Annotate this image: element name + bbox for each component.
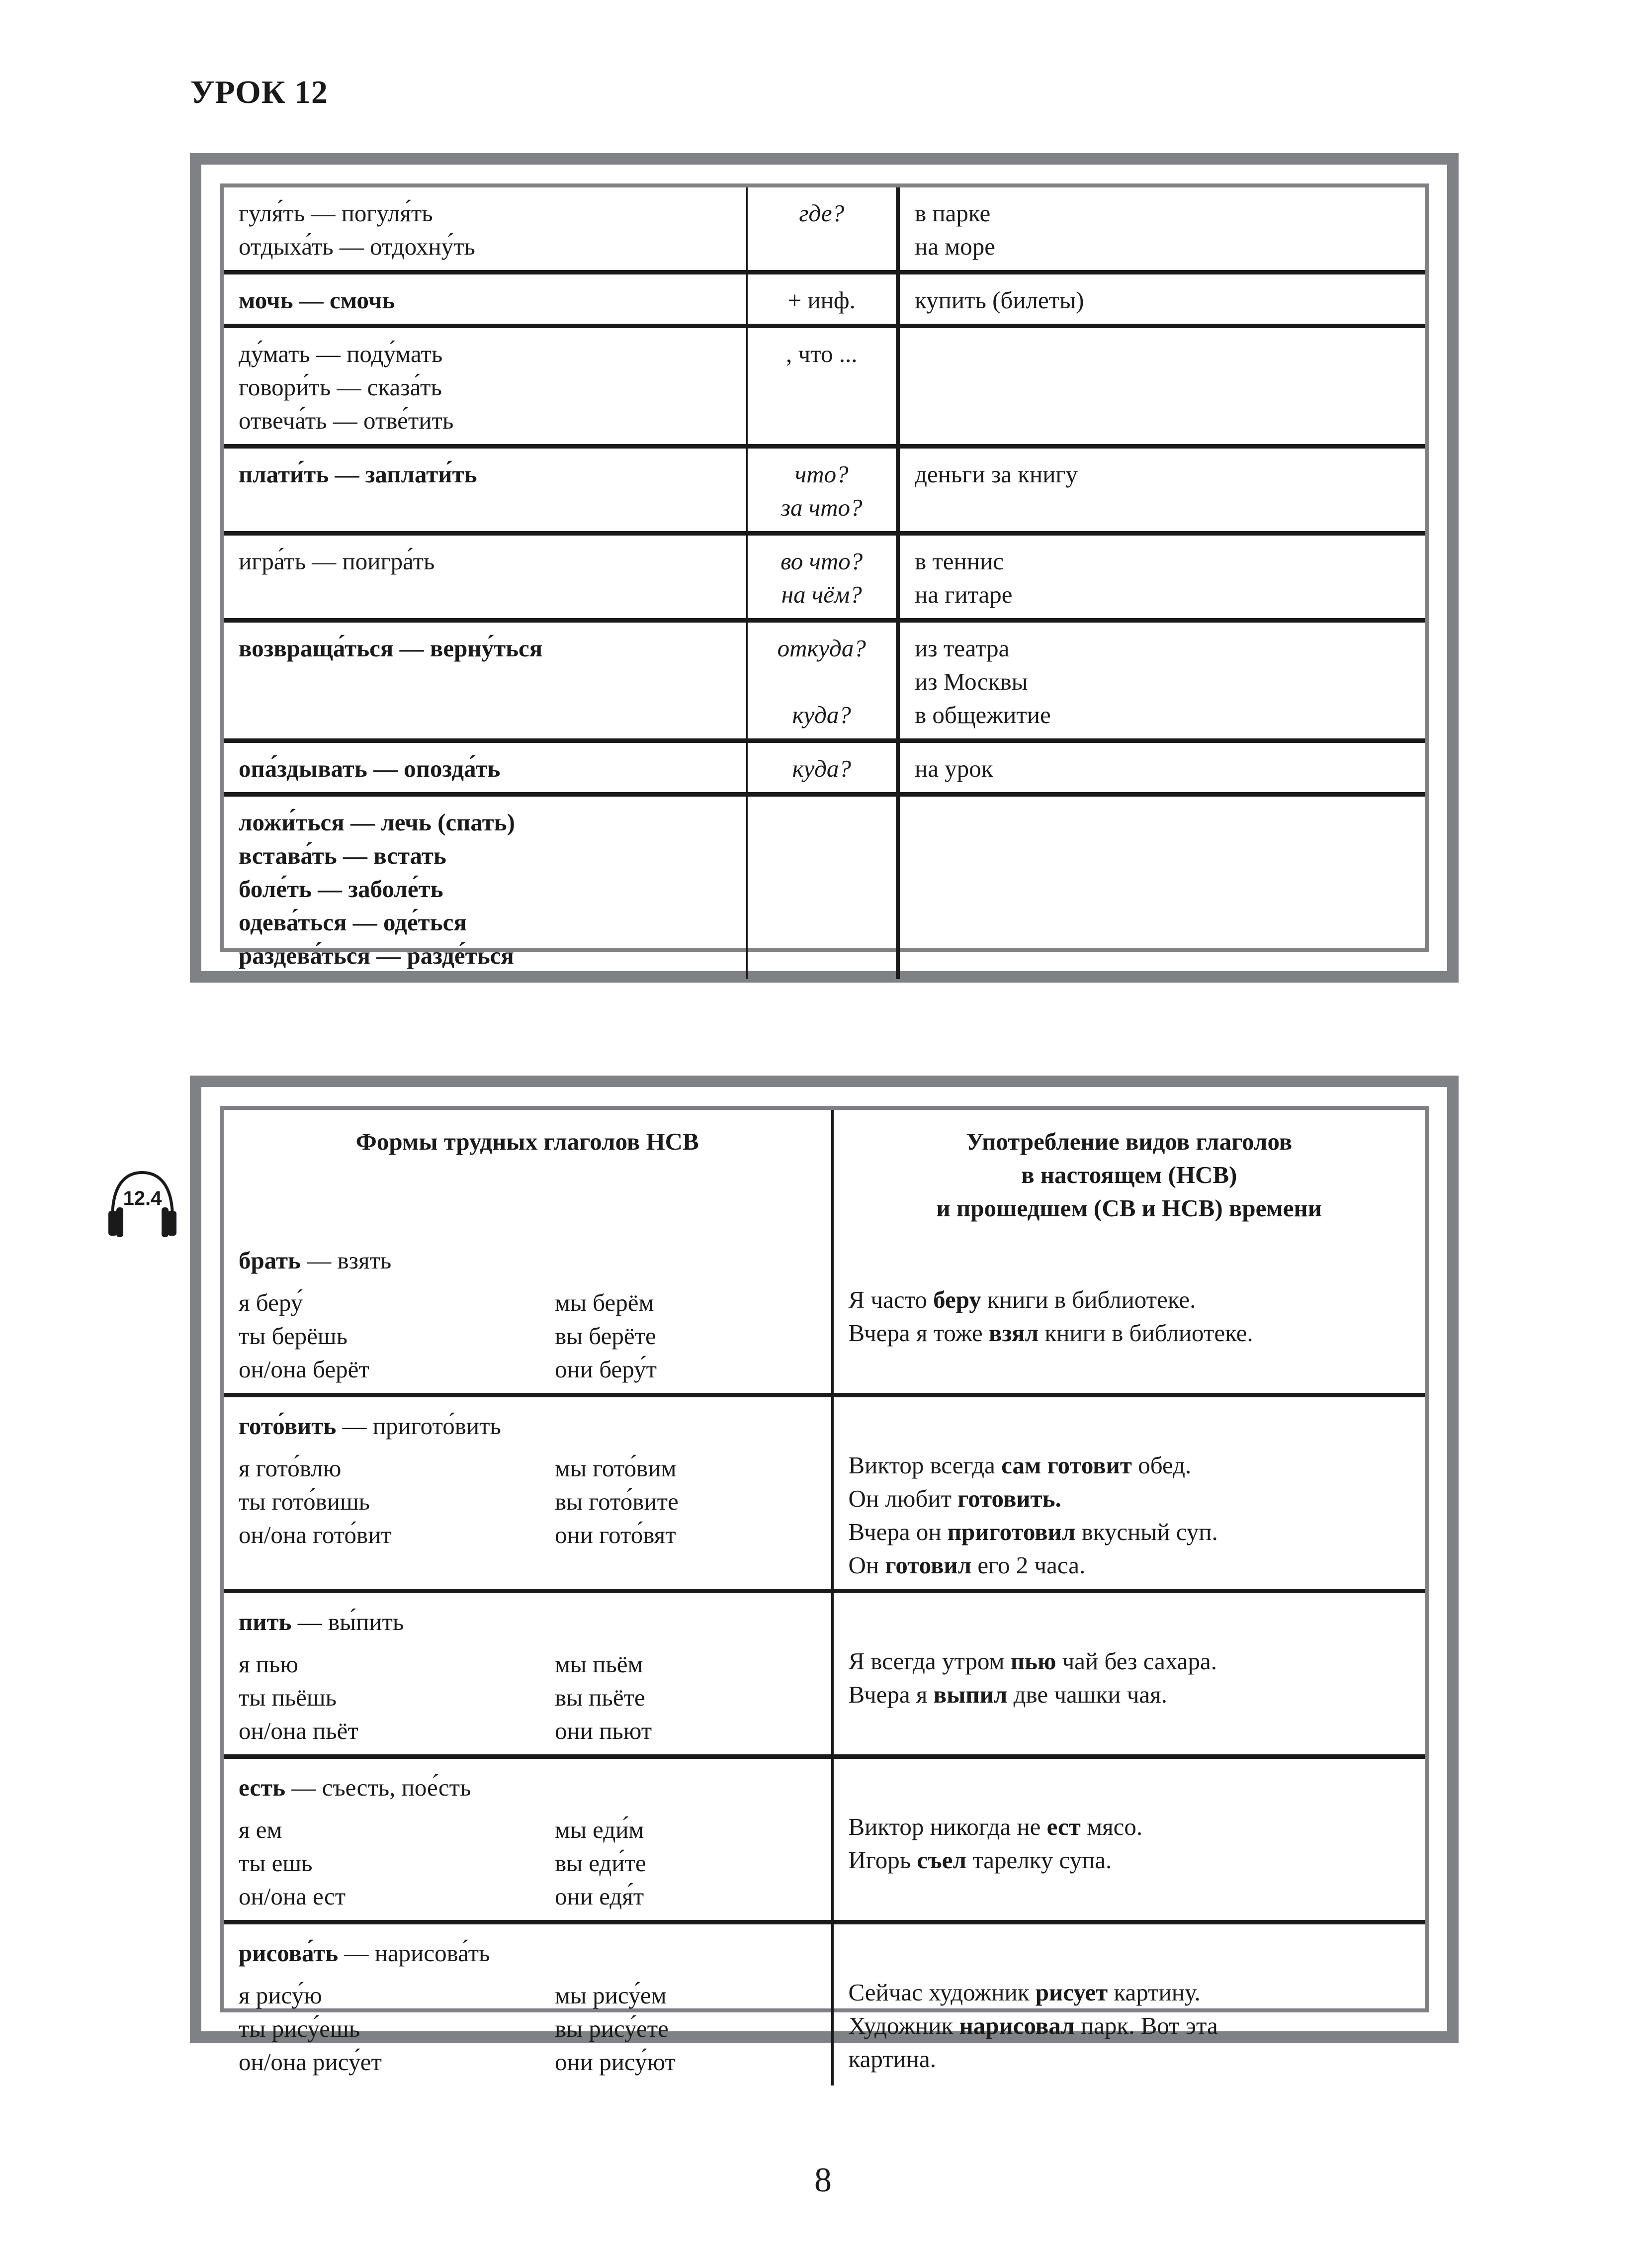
conjugation-form: вы еди́те xyxy=(555,1849,646,1877)
question-cell xyxy=(747,534,898,621)
conjugation-form: он/она рису́ет xyxy=(239,2048,382,2076)
sentence-text: Игорь xyxy=(848,1846,917,1874)
sentence-text: Я часто xyxy=(848,1286,934,1313)
sentence-text: парк. Вот эта xyxy=(1074,2012,1218,2039)
verb-government-table-frame xyxy=(190,153,1459,983)
example-sentence xyxy=(849,1482,1410,1515)
sentence-text: Вчера я тоже xyxy=(848,1319,989,1347)
conjugation-grid xyxy=(239,1813,816,1913)
example-cell xyxy=(898,187,1425,272)
highlighted-verb: беру xyxy=(933,1286,981,1313)
question-word: куда? xyxy=(792,701,851,728)
table-row xyxy=(224,1591,1425,1757)
conjugation-form: мы рису́ем xyxy=(555,1982,667,2009)
conjugation-form: они беру́т xyxy=(555,1356,657,1383)
audio-track-number: 12.4 xyxy=(123,1187,162,1209)
example-sentence xyxy=(849,1678,1410,1711)
conjugation-grid xyxy=(239,1979,816,2079)
verb-forms-cell xyxy=(224,1757,832,1922)
question-word: что? xyxy=(794,460,849,488)
conjugation-form: они рису́ют xyxy=(555,2048,676,2076)
verb-forms-cell xyxy=(224,1232,832,1395)
perfective-verb: — пригото́вить xyxy=(342,1412,501,1440)
sentence-text: Виктор никогда не xyxy=(848,1813,1047,1840)
verb-forms-table-frame xyxy=(190,1076,1459,2076)
example-phrase: в теннис xyxy=(915,547,1004,575)
example-phrase: на гитаре xyxy=(915,581,1013,608)
conjugation-grid xyxy=(239,1452,816,1551)
highlighted-verb: съел xyxy=(917,1846,966,1874)
verb-pair-cell xyxy=(224,187,747,272)
example-sentence xyxy=(849,1515,1410,1548)
table-row xyxy=(224,621,1425,741)
highlighted-verb: выпил xyxy=(933,1681,1008,1708)
verb-aspect-pair xyxy=(239,1409,816,1443)
question-cell xyxy=(747,741,898,795)
verb-pair: возвраща́ться — верну́ться xyxy=(239,635,543,662)
example-sentence xyxy=(849,1548,1410,1582)
perfective-verb: — вы́пить xyxy=(297,1608,404,1635)
verb-pair-cell xyxy=(224,621,747,741)
verb-government-table xyxy=(224,187,1425,979)
example-sentence xyxy=(849,1283,1410,1316)
question-word: + инф. xyxy=(787,286,856,314)
sentence-text: мясо. xyxy=(1080,1813,1143,1840)
verb-pair-cell xyxy=(224,272,747,326)
example-cell xyxy=(898,272,1425,326)
example-phrase: купить (билеты) xyxy=(915,286,1084,314)
highlighted-verb: взял xyxy=(988,1319,1039,1347)
highlighted-verb: рисует xyxy=(1035,1979,1108,2006)
question-word: , что ... xyxy=(786,340,858,367)
example-sentence xyxy=(849,1843,1410,1877)
column-header-usage: Употребление видов глаголов в настоящем (НСВ) и прошедшем (СВ и НСВ) времени xyxy=(936,1128,1322,1222)
conjugation-form: ты гото́вишь xyxy=(239,1488,370,1515)
verb-pair-cell xyxy=(224,447,747,534)
sentence-text: тарелку супа. xyxy=(966,1846,1112,1874)
table-row xyxy=(224,326,1425,447)
verb-pair-cell xyxy=(224,741,747,795)
example-cell xyxy=(898,447,1425,534)
conjugation-form: он/она гото́вит xyxy=(239,1521,392,1548)
conjugation-form: мы пьём xyxy=(555,1650,643,1678)
table-row xyxy=(224,534,1425,621)
sentence-text: чай без сахара. xyxy=(1056,1647,1217,1675)
highlighted-verb: сам готовит xyxy=(1001,1452,1132,1479)
conjugation-form: ты берёшь xyxy=(239,1322,347,1350)
conjugation-form: вы рису́ете xyxy=(555,2015,669,2042)
perfective-verb: — нарисова́ть xyxy=(344,1939,490,1967)
sentence-text: Сейчас художник xyxy=(848,1979,1036,2006)
conjugation-grid xyxy=(239,1286,816,1386)
example-phrase: на урок xyxy=(915,755,993,782)
example-sentence xyxy=(849,1449,1410,1482)
verb-pair: раздева́ться — разде́ться xyxy=(239,942,514,969)
highlighted-verb: приготовил xyxy=(947,1518,1076,1545)
table-row xyxy=(224,741,1425,795)
verb-pair: отдыха́ть — отдохну́ть xyxy=(239,233,475,260)
example-phrase: деньги за книгу xyxy=(915,460,1078,488)
question-cell xyxy=(747,795,898,980)
verb-forms-cell xyxy=(224,1922,832,2086)
table-row xyxy=(224,1395,1425,1591)
sentence-text: Я всегда утром xyxy=(848,1647,1011,1675)
sentence-text: книги в библиотеке. xyxy=(1039,1319,1253,1347)
example-cell xyxy=(898,534,1425,621)
verb-aspect-pair xyxy=(239,1244,816,1277)
conjugation-form: ты рису́ешь xyxy=(239,2015,360,2042)
verb-aspect-pair xyxy=(239,1605,816,1638)
imperfective-verb: гото́вить xyxy=(239,1412,337,1440)
sentence-text: Вчера я xyxy=(848,1681,934,1708)
verb-pair: ду́мать — поду́мать xyxy=(239,340,443,367)
example-cell xyxy=(898,741,1425,795)
conjugation-form: я беру́ xyxy=(239,1289,303,1316)
table-row xyxy=(224,187,1425,272)
verb-forms-table xyxy=(224,1110,1425,2086)
sentence-text: Вчера он xyxy=(848,1518,948,1545)
question-word: за что? xyxy=(780,494,863,521)
question-cell xyxy=(747,272,898,326)
verb-pair-cell xyxy=(224,795,747,980)
verb-pair: плати́ть — заплати́ть xyxy=(239,460,477,488)
example-cell xyxy=(898,795,1425,980)
example-sentence xyxy=(849,2042,1410,2076)
question-word xyxy=(763,665,881,698)
example-phrase: из театра xyxy=(915,635,1010,662)
question-cell xyxy=(747,326,898,447)
imperfective-verb: пить xyxy=(239,1608,292,1635)
example-sentence xyxy=(849,1644,1410,1678)
conjugation-form: он/она пьёт xyxy=(239,1717,358,1744)
example-phrase: в общежитие xyxy=(915,701,1051,728)
conjugation-form: я ем xyxy=(239,1816,282,1843)
perfective-verb: — взять xyxy=(307,1247,392,1274)
verb-pair: встава́ть — встать xyxy=(239,842,446,869)
example-cell xyxy=(898,621,1425,741)
conjugation-form: ты пьёшь xyxy=(239,1684,337,1711)
question-word: во что? xyxy=(780,547,863,575)
table-row xyxy=(224,1922,1425,2086)
conjugation-form: ты ешь xyxy=(239,1849,313,1877)
verb-pair-cell xyxy=(224,534,747,621)
conjugation-form: мы еди́м xyxy=(555,1816,644,1843)
conjugation-form: вы гото́вите xyxy=(555,1488,679,1515)
verb-pair-cell xyxy=(224,326,747,447)
conjugation-form: они гото́вят xyxy=(555,1521,676,1548)
highlighted-verb: готовил xyxy=(885,1551,972,1579)
conjugation-form: он/она ест xyxy=(239,1883,346,1910)
conjugation-form: я гото́влю xyxy=(239,1454,342,1482)
question-cell xyxy=(747,621,898,741)
conjugation-form: мы берём xyxy=(555,1289,654,1316)
table-row xyxy=(224,1232,1425,1395)
highlighted-verb: нарисовал xyxy=(959,2012,1075,2039)
sentence-text: картина. xyxy=(848,2045,937,2073)
highlighted-verb: готовить. xyxy=(957,1485,1061,1512)
verb-pair: мочь — смочь xyxy=(239,286,395,314)
usage-examples-cell xyxy=(832,1922,1425,2086)
example-phrase: на море xyxy=(915,233,995,260)
column-header-forms: Формы трудных глаголов НСВ xyxy=(224,1110,832,1232)
perfective-verb: — съесть, пое́сть xyxy=(291,1774,471,1801)
verb-pair: боле́ть — заболе́ть xyxy=(239,875,443,903)
verb-government-table-inner-frame xyxy=(220,183,1429,969)
conjugation-grid xyxy=(239,1647,816,1747)
example-sentence xyxy=(849,2009,1410,2042)
verb-pair: одева́ться — оде́ться xyxy=(239,908,467,936)
usage-examples-cell xyxy=(832,1591,1425,1757)
example-sentence xyxy=(849,1810,1410,1843)
verb-forms-cell xyxy=(224,1591,832,1757)
question-word: откуда? xyxy=(777,635,866,662)
conjugation-form: вы пьёте xyxy=(555,1684,645,1711)
imperfective-verb: есть xyxy=(239,1774,286,1801)
sentence-text: его 2 часа. xyxy=(971,1551,1086,1579)
verb-pair: говори́ть — сказа́ть xyxy=(239,373,442,401)
sentence-text: две чашки чая. xyxy=(1007,1681,1167,1708)
table-row xyxy=(224,447,1425,534)
usage-examples-cell xyxy=(832,1232,1425,1395)
conjugation-form: я пью xyxy=(239,1650,298,1678)
verb-pair: отвеча́ть — отве́тить xyxy=(239,407,454,434)
table-row xyxy=(224,1757,1425,1922)
usage-examples-cell xyxy=(832,1395,1425,1591)
sentence-text: книги в библиотеке. xyxy=(981,1286,1196,1313)
verb-pair: ложи́ться — лечь (спать) xyxy=(239,809,515,836)
verb-forms-table-inner-frame xyxy=(220,1106,1429,2076)
highlighted-verb: пью xyxy=(1010,1647,1056,1675)
sentence-text: обед. xyxy=(1131,1452,1192,1479)
table-row xyxy=(224,272,1425,326)
conjugation-form: они пьют xyxy=(555,1717,652,1744)
verb-pair: игра́ть — поигра́ть xyxy=(239,547,435,575)
example-sentence xyxy=(849,1976,1410,2009)
verb-pair: гуля́ть — погуля́ть xyxy=(239,199,433,227)
conjugation-form: они едя́т xyxy=(555,1883,644,1910)
question-word: куда? xyxy=(792,755,851,782)
highlighted-verb: ест xyxy=(1046,1813,1081,1840)
sentence-text: картину. xyxy=(1108,1979,1201,2006)
question-cell xyxy=(747,187,898,272)
conjugation-form: он/она берёт xyxy=(239,1356,369,1383)
example-sentence xyxy=(849,1316,1410,1350)
sentence-text: вкусный суп. xyxy=(1075,1518,1218,1545)
verb-aspect-pair xyxy=(239,1771,816,1804)
imperfective-verb: брать xyxy=(239,1247,301,1274)
imperfective-verb: рисова́ть xyxy=(239,1939,339,1967)
question-word: где? xyxy=(799,199,845,227)
sentence-text: Он xyxy=(848,1551,885,1579)
example-phrase: в парке xyxy=(915,199,991,227)
conjugation-form: мы гото́вим xyxy=(555,1454,677,1482)
example-phrase: из Москвы xyxy=(915,668,1028,695)
table-row xyxy=(224,795,1425,980)
usage-examples-cell xyxy=(832,1757,1425,1922)
conjugation-form: я рису́ю xyxy=(239,1982,322,2009)
verb-forms-cell xyxy=(224,1395,832,1591)
verb-aspect-pair xyxy=(239,1936,816,1970)
page-number: 8 xyxy=(814,2161,832,2199)
conjugation-form: вы берёте xyxy=(555,1322,656,1350)
example-cell xyxy=(898,326,1425,447)
question-cell xyxy=(747,447,898,534)
sentence-text: Виктор всегда xyxy=(848,1452,1002,1479)
sentence-text: Он любит xyxy=(848,1485,958,1512)
audio-track-badge[interactable] xyxy=(101,1164,183,1238)
verb-pair: опа́здывать — опозда́ть xyxy=(239,755,501,782)
lesson-title: УРОК 12 xyxy=(190,74,329,110)
sentence-text: Художник xyxy=(848,2012,959,2039)
question-word: на чём? xyxy=(781,581,862,608)
